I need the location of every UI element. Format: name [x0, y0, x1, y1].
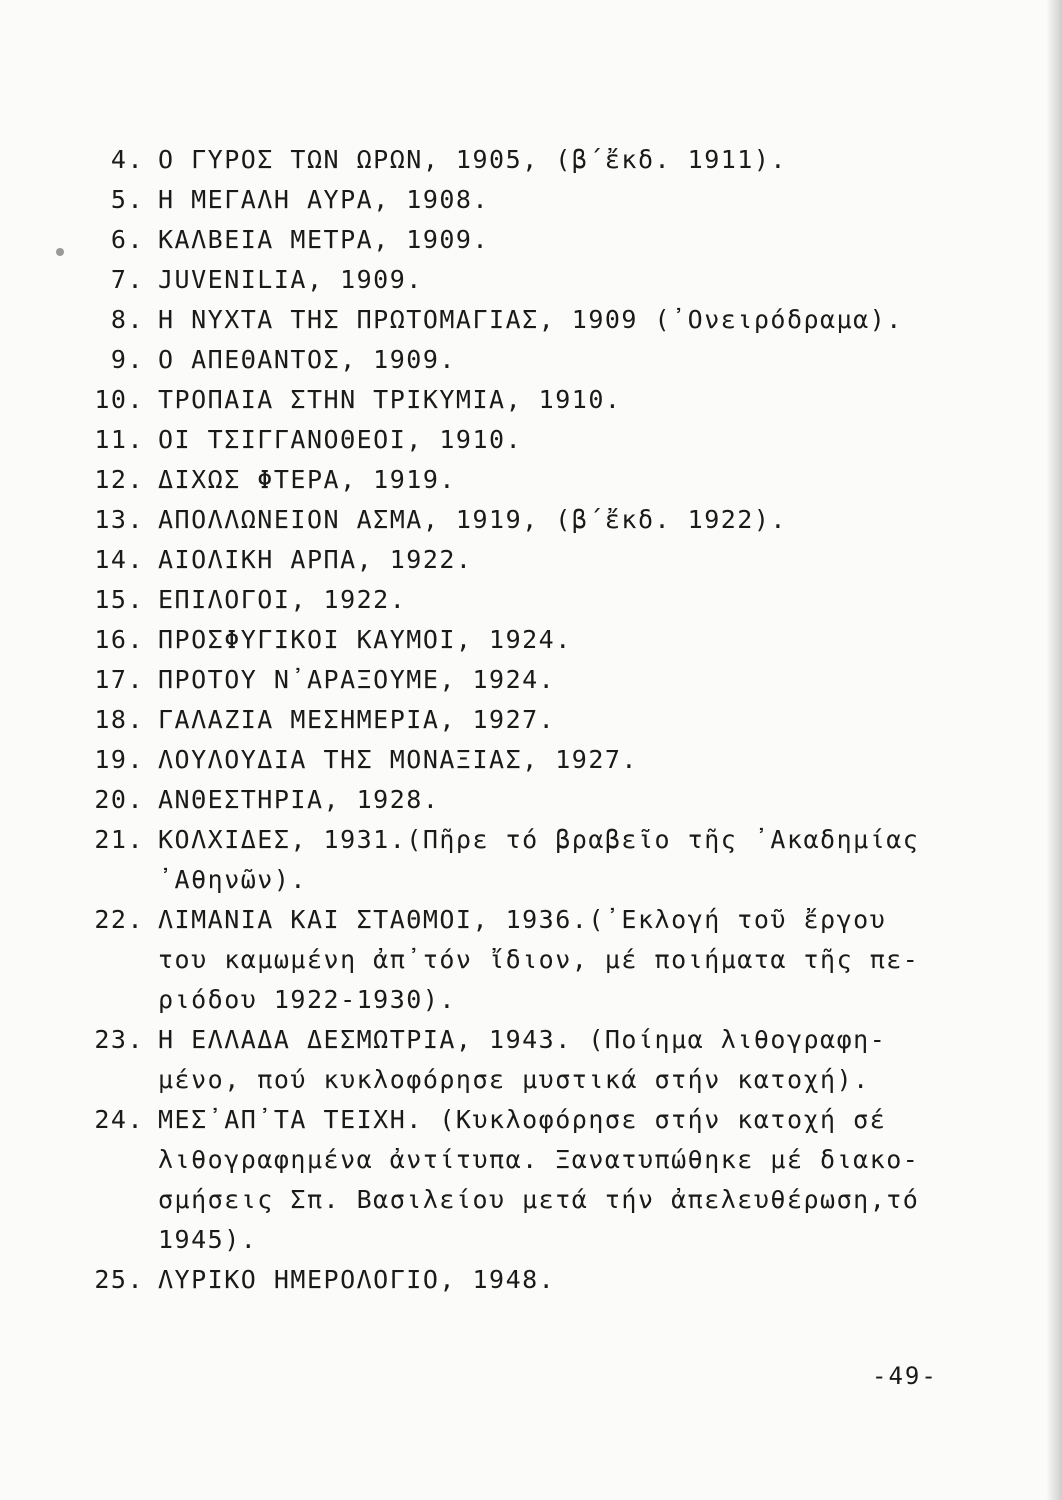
- list-item: [72, 900, 952, 1020]
- entry-text: [158, 1260, 952, 1300]
- entry-line: JUVENILIA, 1909.: [158, 265, 423, 294]
- entry-line: ΕΠΙΛΟΓΟΙ, 1922.: [158, 585, 407, 614]
- list-item: [72, 820, 952, 900]
- entry-number: 5.: [110, 185, 144, 214]
- list-item: [72, 580, 952, 620]
- entry-number: 16.: [94, 625, 144, 654]
- entry-text: [158, 460, 952, 500]
- entry-line: ΤΡΟΠΑΙΑ ΣΤΗΝ ΤΡΙΚΥΜΙΑ, 1910.: [158, 385, 622, 414]
- entry-text: [158, 1020, 952, 1100]
- list-item: [72, 1020, 952, 1100]
- list-item: [72, 460, 952, 500]
- entry-line: Η ΜΕΓΑΛΗ ΑΥΡΑ, 1908.: [158, 185, 490, 214]
- margin-dot: [56, 248, 64, 256]
- entry-number: 11.: [94, 425, 144, 454]
- entry-line: ΑΙΟΛΙΚΗ ΑΡΠΑ, 1922.: [158, 545, 473, 574]
- list-item: [72, 540, 952, 580]
- entry-number: 23.: [94, 1025, 144, 1054]
- list-item: [72, 140, 952, 180]
- entry-number: 8.: [110, 305, 144, 334]
- list-item: [72, 260, 952, 300]
- entry-number: 22.: [94, 905, 144, 934]
- entry-number: 6.: [110, 225, 144, 254]
- entry-line: 1945).: [158, 1225, 258, 1254]
- entry-number: 19.: [94, 745, 144, 774]
- entry-number: 7.: [110, 265, 144, 294]
- entry-text: [158, 260, 952, 300]
- entry-line: ΛΥΡΙΚΟ ΗΜΕΡΟΛΟΓΙΟ, 1948.: [158, 1265, 556, 1294]
- entry-text: [158, 540, 952, 580]
- list-item: [72, 500, 952, 540]
- entry-line: ριόδου 1922-1930).: [158, 985, 456, 1014]
- list-item: [72, 620, 952, 660]
- entry-line: ΜΕΣ᾿ΑΠ᾿ΤΑ ΤΕΙΧΗ. (Κυκλοφόρησε στήν κατοχή σέ: [158, 1105, 887, 1134]
- list-item: [72, 300, 952, 340]
- entry-number: 17.: [94, 665, 144, 694]
- entry-text: [158, 140, 952, 180]
- entry-line: μένο, πού κυκλοφόρησε μυστικά στήν κατοχή).: [158, 1065, 870, 1094]
- entry-line: ΑΝΘΕΣΤΗΡΙΑ, 1928.: [158, 785, 440, 814]
- entry-number: 12.: [94, 465, 144, 494]
- entry-line: ΟΙ ΤΣΙΓΓΑΝΟΘΕΟΙ, 1910.: [158, 425, 523, 454]
- entry-line: ᾿Αθηνῶν).: [158, 865, 307, 894]
- list-item: [72, 1100, 952, 1260]
- bibliography-list: [72, 140, 952, 1300]
- entry-text: [158, 700, 952, 740]
- entry-text: [158, 420, 952, 460]
- entry-line: ΛΙΜΑΝΙΑ ΚΑΙ ΣΤΑΘΜΟΙ, 1936.(᾿Εκλογή τοῦ ἔργου: [158, 905, 887, 934]
- entry-number: 20.: [94, 785, 144, 814]
- entry-number: 14.: [94, 545, 144, 574]
- entry-text: [158, 660, 952, 700]
- list-item: [72, 180, 952, 220]
- entry-text: [158, 740, 952, 780]
- list-item: [72, 220, 952, 260]
- entry-number: 18.: [94, 705, 144, 734]
- entry-line: ΔΙΧΩΣ ΦΤΕΡΑ, 1919.: [158, 465, 456, 494]
- entry-line: ΚΑΛΒΕΙΑ ΜΕΤΡΑ, 1909.: [158, 225, 490, 254]
- entry-number: 21.: [94, 825, 144, 854]
- entry-number: 15.: [94, 585, 144, 614]
- entry-line: σμήσεις Σπ. Βασιλείου μετά τήν ἀπελευθέρωση,τό: [158, 1185, 920, 1214]
- entry-text: [158, 900, 952, 1020]
- entry-line: ΠΡΟΣΦΥΓΙΚΟΙ ΚΑΥΜΟΙ, 1924.: [158, 625, 572, 654]
- entry-text: [158, 220, 952, 260]
- entry-line: Ο ΑΠΕΘΑΝΤΟΣ, 1909.: [158, 345, 456, 374]
- entry-text: [158, 300, 952, 340]
- entry-number: 24.: [94, 1105, 144, 1134]
- entry-line: Ο ΓΥΡΟΣ ΤΩΝ ΩΡΩΝ, 1905, (β΄ἔκδ. 1911).: [158, 145, 787, 174]
- entry-line: λιθογραφημένα ἀντίτυπα. Ξανατυπώθηκε μέ διακο-: [158, 1145, 920, 1174]
- entry-text: [158, 1100, 952, 1260]
- entry-line: ΑΠΟΛΛΩΝΕΙΟΝ ΑΣΜΑ, 1919, (β΄ἔκδ. 1922).: [158, 505, 787, 534]
- list-item: [72, 380, 952, 420]
- page-number: -49-: [872, 1362, 938, 1390]
- entry-line: Η ΝΥΧΤΑ ΤΗΣ ΠΡΩΤΟΜΑΓΙΑΣ, 1909 (᾿Ονειρόδραμα).: [158, 305, 903, 334]
- list-item: [72, 780, 952, 820]
- entry-text: [158, 340, 952, 380]
- entry-text: [158, 500, 952, 540]
- entry-number: 4.: [110, 145, 144, 174]
- entry-text: [158, 620, 952, 660]
- entry-line: ΚΟΛΧΙΔΕΣ, 1931.(Πῆρε τό βραβεῖο τῆς ᾿Ακαδημίας: [158, 825, 920, 854]
- entry-number: 9.: [110, 345, 144, 374]
- list-item: [72, 340, 952, 380]
- entry-line: ΠΡΟΤΟΥ Ν᾿ΑΡΑΞΟΥΜΕ, 1924.: [158, 665, 556, 694]
- entry-text: [158, 780, 952, 820]
- entry-text: [158, 820, 952, 900]
- entry-line: Η ΕΛΛΑΔΑ ΔΕΣΜΩΤΡΙΑ, 1943. (Ποίημα λιθογραφη-: [158, 1025, 887, 1054]
- list-item: [72, 740, 952, 780]
- entry-text: [158, 380, 952, 420]
- list-item: [72, 1260, 952, 1300]
- entry-line: ΛΟΥΛΟΥΔΙΑ ΤΗΣ ΜΟΝΑΞΙΑΣ, 1927.: [158, 745, 638, 774]
- list-item: [72, 660, 952, 700]
- entry-text: [158, 180, 952, 220]
- list-item: [72, 420, 952, 460]
- list-item: [72, 700, 952, 740]
- entry-number: 13.: [94, 505, 144, 534]
- entry-text: [158, 580, 952, 620]
- entry-number: 10.: [94, 385, 144, 414]
- entry-line: ΓΑΛΑΖΙΑ ΜΕΣΗΜΕΡΙΑ, 1927.: [158, 705, 556, 734]
- entry-line: του καμωμένη ἀπ᾿τόν ἴδιον, μέ ποιήματα τῆς πε-: [158, 945, 920, 974]
- entry-number: 25.: [94, 1265, 144, 1294]
